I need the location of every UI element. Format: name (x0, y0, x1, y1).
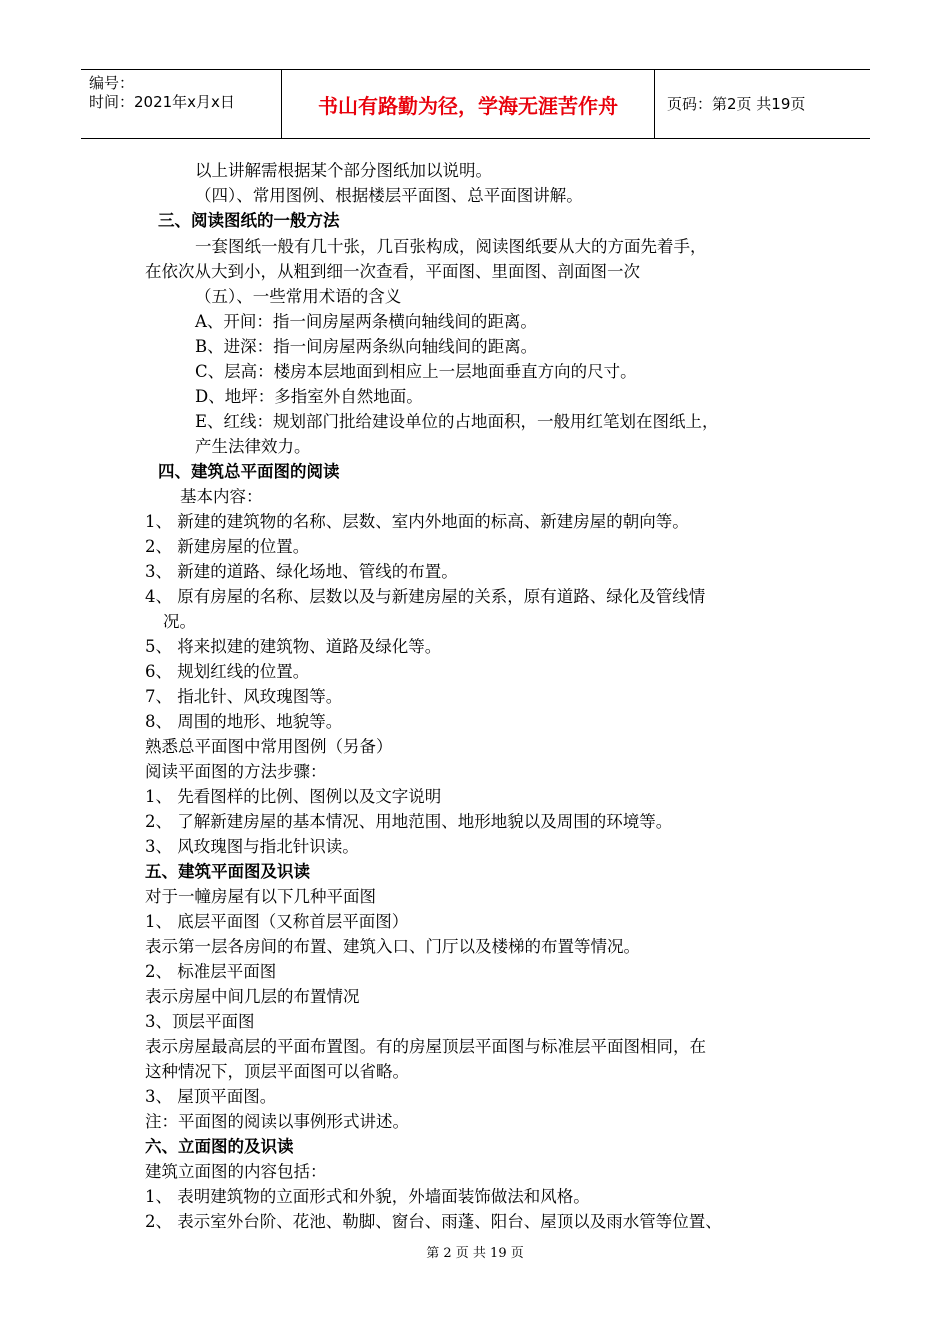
body-line: 阅读平面图的方法步骤： (145, 762, 327, 781)
body-line: 以上讲解需根据某个部分图纸加以说明。 (195, 161, 492, 180)
list-item: 2、 新建房屋的位置。 (145, 537, 310, 556)
list-item: 1、 先看图样的比例、图例以及文字说明 (145, 787, 442, 806)
body-line: 基本内容： (180, 487, 263, 506)
body-line: 熟悉总平面图中常用图例（另备） (145, 737, 393, 756)
page-footer: 第 2 页 共 19 页 (426, 1246, 524, 1261)
list-item-continuation: 况。 (163, 612, 196, 631)
list-item: 2、 标准层平面图 (145, 962, 277, 981)
body-line: 表示房屋中间几层的布置情况 (145, 987, 360, 1006)
section-heading: 六、立面图的及识读 (145, 1137, 294, 1156)
list-item: 1、 新建的建筑物的名称、层数、室内外地面的标高、新建房屋的朝向等。 (145, 512, 689, 531)
list-item: 4、 原有房屋的名称、层数以及与新建房屋的关系，原有道路、绿化及管线情 (145, 587, 706, 606)
section-heading: 三、阅读图纸的一般方法 (158, 211, 340, 230)
header-left-cell (81, 70, 281, 138)
header-page-info: 页码：第2页 共19页 (667, 95, 806, 113)
body-line: （五）、一些常用术语的含义 (195, 287, 402, 306)
section-heading: 五、建筑平面图及识读 (145, 862, 310, 881)
term-item: C、层高：楼房本层地面到相应上一层地面垂直方向的尺寸。 (195, 362, 637, 381)
list-item: 2、 表示室外台阶、花池、勒脚、窗台、雨蓬、阳台、屋顶以及雨水管等位置、 (145, 1212, 722, 1231)
header-right-cell (655, 70, 870, 138)
list-item: 3、顶层平面图 (145, 1012, 255, 1031)
term-item: B、进深：指一间房屋两条纵向轴线间的距离。 (195, 337, 538, 356)
list-item: 1、 表明建筑物的立面形式和外貌，外墙面装饰做法和风格。 (145, 1187, 590, 1206)
time-label: 时间：2021年x月x日 (89, 93, 235, 111)
list-item: 7、 指北针、风玫瑰图等。 (145, 687, 343, 706)
list-item: 8、 周围的地形、地貌等。 (145, 712, 343, 731)
header-motto-cell (281, 70, 655, 138)
term-item: E、红线：规划部门批给建设单位的占地面积，一般用红笔划在图纸上， (195, 412, 719, 431)
body-line: 一套图纸一般有几十张，几百张构成，阅读图纸要从大的方面先着手， (195, 237, 707, 256)
list-item: 5、 将来拟建的建筑物、道路及绿化等。 (145, 637, 442, 656)
list-item: 3、 新建的道路、绿化场地、管线的布置。 (145, 562, 458, 581)
list-item: 2、 了解新建房屋的基本情况、用地范围、地形地貌以及周围的环境等。 (145, 812, 673, 831)
body-line: 在依次从大到小，从粗到细一次查看，平面图、里面图、剖面图一次 (145, 262, 640, 281)
term-item: A、开间：指一间房屋两条横向轴线间的距离。 (195, 312, 537, 331)
term-item: D、地坪：多指室外自然地面。 (195, 387, 423, 406)
list-item: 3、 屋顶平面图。 (145, 1087, 277, 1106)
list-item: 6、 规划红线的位置。 (145, 662, 310, 681)
list-item: 3、 风玫瑰图与指北针识读。 (145, 837, 359, 856)
header-motto: 书山有路勤为径，学海无涯苦作舟 (318, 94, 618, 118)
body-line: 表示房屋最高层的平面布置图。有的房屋顶层平面图与标准层平面图相同，在 (145, 1037, 706, 1056)
body-line: 注：平面图的阅读以事例形式讲述。 (145, 1112, 409, 1131)
page-header (81, 69, 870, 139)
body-line: （四）、常用图例、根据楼层平面图、总平面图讲解。 (195, 186, 583, 205)
body-line: 这种情况下，顶层平面图可以省略。 (145, 1062, 409, 1081)
body-line: 建筑立面图的内容包括： (145, 1162, 327, 1181)
section-heading: 四、建筑总平面图的阅读 (158, 462, 340, 481)
body-line: 对于一幢房屋有以下几种平面图 (145, 887, 376, 906)
body-line: 产生法律效力。 (195, 437, 311, 456)
body-line: 表示第一层各房间的布置、建筑入口、门厅以及楼梯的布置等情况。 (145, 937, 640, 956)
list-item: 1、 底层平面图（又称首层平面图） (145, 912, 409, 931)
serial-label: 编号： (89, 74, 135, 92)
